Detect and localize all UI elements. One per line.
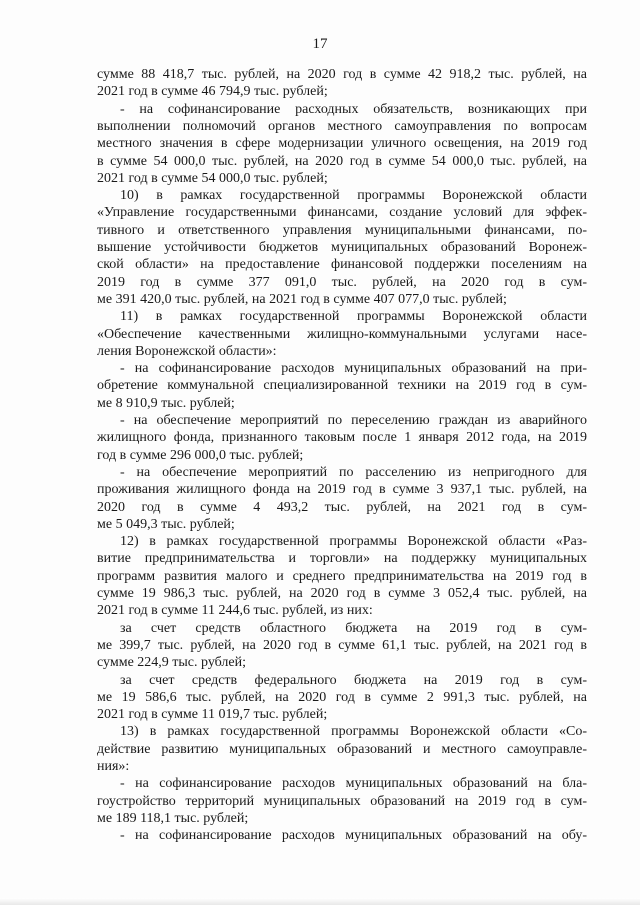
text-line: ской области» на предоставление финансовой поддержки поселениям на [97, 257, 587, 273]
text-line: 2021 год в сумме 11 244,6 тыс. рублей, из них: [97, 603, 373, 619]
text-line: ме 19 586,6 тыс. рублей, на 2020 год в сумме 2 991,3 тыс. рублей, на [97, 689, 587, 705]
text-line: - на софинансирование расходов муниципальных образований на при- [120, 361, 587, 377]
text-line: 2021 год в сумме 46 794,9 тыс. рублей; [97, 84, 328, 100]
text-line: 2019 год в сумме 377 091,0 тыс. рублей, на 2020 год в сум- [97, 274, 587, 290]
text-line: 11) в рамках государственной программы Воронежской области [120, 309, 587, 325]
text-line: - на обеспечение мероприятий по переселению граждан из аварийного [120, 413, 587, 428]
text-line: программ развития малого и среднего предпринимательства на 2019 год в [97, 568, 587, 584]
text-line: обретение коммунальной специализированной техники на 2019 год в сум- [97, 378, 587, 394]
text-line: тивного и ответственного управления муниципальными финансами, по- [97, 222, 587, 238]
text-line: ния»: [97, 759, 130, 774]
text-line: 12) в рамках государственной программы Воронежской области «Раз- [120, 534, 587, 550]
text-line: ме 391 420,0 тыс. рублей, на 2021 год в сумме 407 077,0 тыс. рублей; [97, 291, 507, 307]
text-line: 2021 год в сумме 54 000,0 тыс. рублей; [97, 170, 328, 186]
text-line: ления Воронежской области»: [97, 343, 277, 359]
page-number: 17 [312, 36, 328, 52]
text-line: выполнении полномочий органов местного самоуправления по вопросам [97, 118, 587, 134]
text-line: проживания жилищного фонда на 2019 год в сумме 3 937,1 тыс. рублей, на [97, 482, 587, 498]
text-line: сумме 19 986,3 тыс. рублей, на 2020 год в сумме 3 052,4 тыс. рублей, на [97, 586, 587, 601]
text-line: в сумме 54 000,0 тыс. рублей, на 2020 год в сумме 54 000,0 тыс. рублей, на [97, 153, 587, 169]
text-line: год в сумме 296 000,0 тыс. рублей; [97, 447, 304, 463]
text-line: - на софинансирование расходных обязательств, возникающих при [120, 101, 587, 117]
text-line: - на софинансирование расходов муниципальных образований на обу- [120, 828, 587, 844]
text-line: жилищного фонда, признанного таковым после 1 января 2012 года, на 2019 [97, 430, 587, 446]
text-line: ме 399,7 тыс. рублей, на 2020 год в сумме 61,1 тыс. рублей, на 2021 год в [97, 637, 587, 653]
text-line: витие предпринимательства и торговли» на поддержку муниципальных [97, 551, 587, 567]
text-line: 13) в рамках государственной программы Воронежской области «Со- [120, 724, 587, 740]
text-line: - на софинансирование расходов муниципальных образований на бла- [120, 776, 587, 792]
text-line: 2020 год в сумме 4 493,2 тыс. рублей, на 2021 год в сум- [97, 499, 587, 515]
text-line: местного значения в сфере модернизации уличного освещения, на 2019 год [97, 136, 587, 152]
text-line: сумме 224,9 тыс. рублей; [97, 655, 247, 671]
text-line: гоустройство территорий муниципальных образований на 2019 год в сум- [97, 793, 587, 809]
text-line: за счет средств областного бюджета на 2019 год в сум- [120, 620, 587, 636]
text-line: - на обеспечение мероприятий по расселению из непригодного для [120, 464, 587, 480]
text-line: за счет средств федерального бюджета на 2019 год в сум- [120, 672, 587, 688]
scan-bottom-edge [0, 898, 640, 905]
text-line: 10) в рамках государственной программы Воронежской области [120, 188, 587, 204]
text-line: ме 189 118,1 тыс. рублей; [97, 810, 249, 826]
text-line: «Обеспечение качественными жилищно-коммунальными услугами насе- [97, 326, 587, 342]
text-line: сумме 88 418,7 тыс. рублей, на 2020 год в сумме 42 918,2 тыс. рублей, на [97, 67, 587, 82]
text-line: 2021 год в сумме 11 019,7 тыс. рублей; [97, 707, 328, 723]
text-line: «Управление государственными финансами, создание условий для эффек- [97, 205, 587, 221]
text-line: ме 5 049,3 тыс. рублей; [97, 516, 235, 532]
text-line: вышение устойчивости бюджетов муниципальных образований Воронеж- [97, 240, 587, 255]
text-line: ме 8 910,9 тыс. рублей; [97, 395, 235, 411]
text-line: действие развитию муниципальных образований и местного самоуправле- [97, 741, 587, 757]
